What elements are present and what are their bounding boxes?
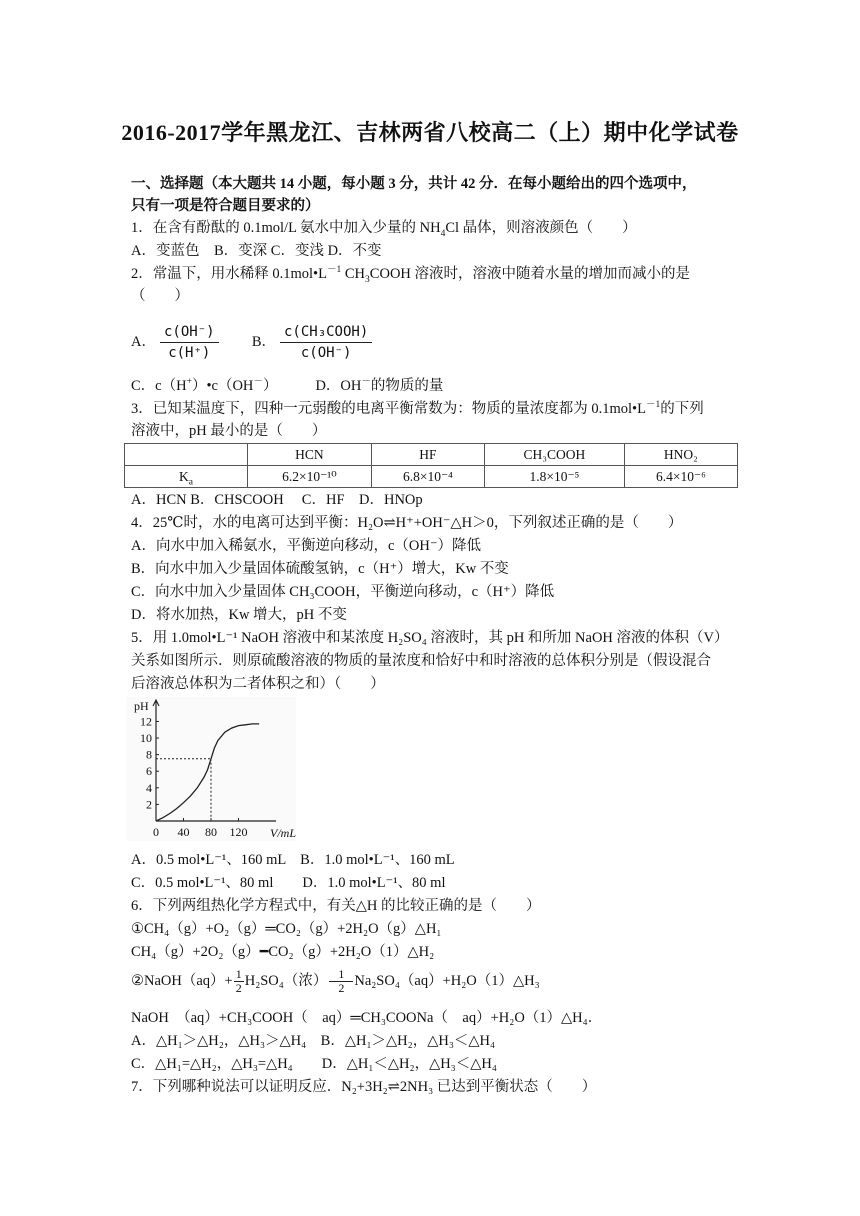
x-tick-label: 80 <box>205 825 217 839</box>
q2-text-a: 2．常温下，用水稀释 0.1mol•L <box>131 266 327 282</box>
q3-text-b: 的下列 <box>660 401 704 417</box>
q2-optA-label: A． <box>131 333 156 350</box>
y-axis-label: pH <box>134 699 149 713</box>
q2-optA-denominator: c(H⁺) <box>168 345 211 361</box>
ph-titration-chart <box>126 697 296 841</box>
ka-table-corner <box>125 444 248 466</box>
q6-frac2-num: 1 <box>329 968 353 982</box>
q2-optB-fraction <box>280 322 372 363</box>
question-5-stem-3: 后溶液总体积为二者体积之和）（ ） <box>131 676 385 692</box>
q2-optC2: ）•c（OH <box>191 378 254 394</box>
q6-eq3-b: H₂SO₄（浓） <box>244 973 328 989</box>
ka-table-header: HCN <box>248 444 372 466</box>
question-4-stem: 4．25℃时，水的电离可达到平衡：H₂O⇌H⁺+OH⁻△H＞0，下列叙述正确的是（ ） <box>131 515 683 531</box>
q6-eq3-c: Na₂SO₄（aq）+H₂O（1）△H₃ <box>354 973 540 989</box>
q2-optA-fraction <box>160 322 219 363</box>
q6-frac-num: 1 <box>235 967 242 982</box>
question-6-options-ab: A．△H₁＞△H₂，△H₃＞△H₄ B．△H₁＞△H₂，△H₃＜△H₄ <box>131 1033 496 1049</box>
question-5-options-ab: A．0.5 mol•L⁻¹、160 mL B．1.0 mol•L⁻¹、160 mL <box>131 852 455 868</box>
q6-arrow-fraction <box>329 968 353 995</box>
ka-cell: 6.2×10⁻¹⁰ <box>248 466 372 488</box>
ka-cell: 6.8×10⁻⁴ <box>371 466 484 488</box>
ka-label-k: K <box>179 468 189 484</box>
question-6-eq1: ①CH₄（g）+O₂（g）═CO₂（g）+2H₂O（g）△H₁ <box>131 921 442 937</box>
ka-table-header-row <box>125 444 738 466</box>
section-heading: 一、选择题（本大题共 14 小题，每小题 3 分，共计 42 分．在每小题给出的四个选项中， <box>131 176 697 192</box>
question-6-eq4: NaOH （aq）+CH₃COOH（ aq）═CH₃COONa（ aq）+H₂O（1）△H₄． <box>131 1010 603 1026</box>
x-axis-label: V/mL <box>270 826 296 840</box>
q2-optD: D．OH <box>315 378 362 394</box>
question-6-eq2: CH₄（g）+2O₂（g）━CO₂（g）+2H₂O（1）△H₂ <box>131 944 435 960</box>
question-5-options-cd: C．0.5 mol•L⁻¹、80 ml D．1.0 mol•L⁻¹、80 ml <box>131 875 446 891</box>
q2-optD-sup: － <box>361 377 371 388</box>
question-3-options: A．HCN B．CHSCOOH C．HF D．HNOp <box>131 492 423 508</box>
question-6-stem: 6．下列两组热化学方程式中，有关△H 的比较正确的是（ ） <box>131 898 541 914</box>
question-2-options-cd <box>131 376 443 396</box>
q1-text-b: Cl 晶体，则溶液颜色（ ） <box>445 220 637 236</box>
ka-table-header: HF <box>371 444 484 466</box>
q2-optB-label: B． <box>251 333 276 350</box>
q2-optC: C．c（H <box>131 378 187 394</box>
question-4-option-b: B．向水中加入少量固体硫酸氢钠，c（H⁺）增大，Kw 不变 <box>131 561 509 577</box>
ka-table-header: CH₃COOH <box>485 444 625 466</box>
question-2-stem <box>131 264 690 284</box>
page-title: 2016-2017学年黑龙江、吉林两省八校高二（上）期中化学试卷 <box>121 120 739 145</box>
q2-text-b: CH <box>341 266 366 282</box>
q6-half-fraction <box>234 968 244 995</box>
x-tick-label: 0 <box>153 825 159 839</box>
x-tick-label: 40 <box>177 825 190 839</box>
ka-table-header: HNO₂ <box>624 444 737 466</box>
y-tick-label: 2 <box>146 797 152 812</box>
question-3-stem-cont: 溶液中，pH 最小的是（ ） <box>131 423 327 439</box>
q6-frac2-den: 2 <box>338 981 345 996</box>
ka-cell: 1.8×10⁻⁵ <box>485 466 625 488</box>
y-tick-label: 6 <box>146 764 152 779</box>
question-6-options-cd: C．△H₁=△H₂，△H₃=△H₄ D．△H₁＜△H₂，△H₃＜△H₄ <box>131 1056 497 1072</box>
question-4-option-d: D．将水加热，Kw 增大，pH 不变 <box>131 607 347 623</box>
q2-optC-sup1: + <box>186 377 192 388</box>
question-5-stem: 5．用 1.0mol•L⁻¹ NaOH 溶液中和某浓度 H₂SO₄ 溶液时，其 pH 和所加 NaOH 溶液的体积（V） <box>131 630 729 646</box>
y-tick-label: 4 <box>146 780 152 795</box>
q2-text-c: COOH 溶液时，溶液中随着水量的增加而减小的是 <box>369 266 691 282</box>
question-5-stem-2: 关系如图所示．则原硫酸溶液的物质的量浓度和恰好中和时溶液的总体积分别是（假设混合 <box>131 653 711 669</box>
q2-optC-sup2: － <box>253 377 263 388</box>
ka-label-sub: a <box>188 477 193 488</box>
question-1-options: A．变蓝色 B．变深 C．变浅 D．不变 <box>131 243 382 259</box>
y-tick-label: 12 <box>140 714 152 729</box>
question-1-stem <box>131 218 637 238</box>
q2-sub: 3 <box>365 274 370 285</box>
y-tick-label: 8 <box>146 747 152 762</box>
q2-sup: －1 <box>327 265 342 276</box>
question-4-option-a: A．向水中加入稀氨水，平衡逆向移动，c（OH⁻）降低 <box>131 538 482 554</box>
q1-sub: 4 <box>440 228 446 239</box>
ka-table-row <box>125 466 738 488</box>
ka-cell: 6.4×10⁻⁶ <box>624 466 737 488</box>
q6-frac-den: 2 <box>235 981 242 996</box>
q2-optB-denominator: c(OH⁻) <box>300 345 352 361</box>
question-7-stem: 7．下列哪种说法可以证明反应．N₂+3H₂⇌2NH₃ 已达到平衡状态（ ） <box>131 1079 597 1095</box>
q2-optD2: 的物质的量 <box>370 378 444 394</box>
question-2-paren: （ ） <box>131 288 189 304</box>
q2-optC3: ） <box>262 378 278 394</box>
q6-eq3-a: ②NaOH（aq）+ <box>131 973 233 989</box>
question-4-option-c: C．向水中加入少量固体 CH₃COOH，平衡逆向移动，c（H⁺）降低 <box>131 584 555 600</box>
q2-optA-numerator: c(OH⁻) <box>160 322 219 343</box>
q3-sup: －1 <box>646 400 661 411</box>
ka-table <box>124 443 738 488</box>
ka-row-label <box>125 466 248 488</box>
y-tick-label: 10 <box>140 731 152 746</box>
question-6-eq3 <box>131 968 540 995</box>
q1-text-a: 1．在含有酚酞的 0.1mol/L 氨水中加入少量的 NH <box>131 220 441 236</box>
question-3-stem <box>131 399 704 419</box>
question-2-fraction-options <box>131 322 376 363</box>
q3-text-a: 3．已知某温度下，四种一元弱酸的电离平衡常数为：物质的量浓度都为 0.1mol•L <box>131 401 646 417</box>
section-heading-cont: 只有一项是符合题目要求的） <box>131 198 320 214</box>
x-tick-label: 120 <box>229 825 248 839</box>
q2-optB-numerator: c(CH₃COOH) <box>280 322 372 343</box>
